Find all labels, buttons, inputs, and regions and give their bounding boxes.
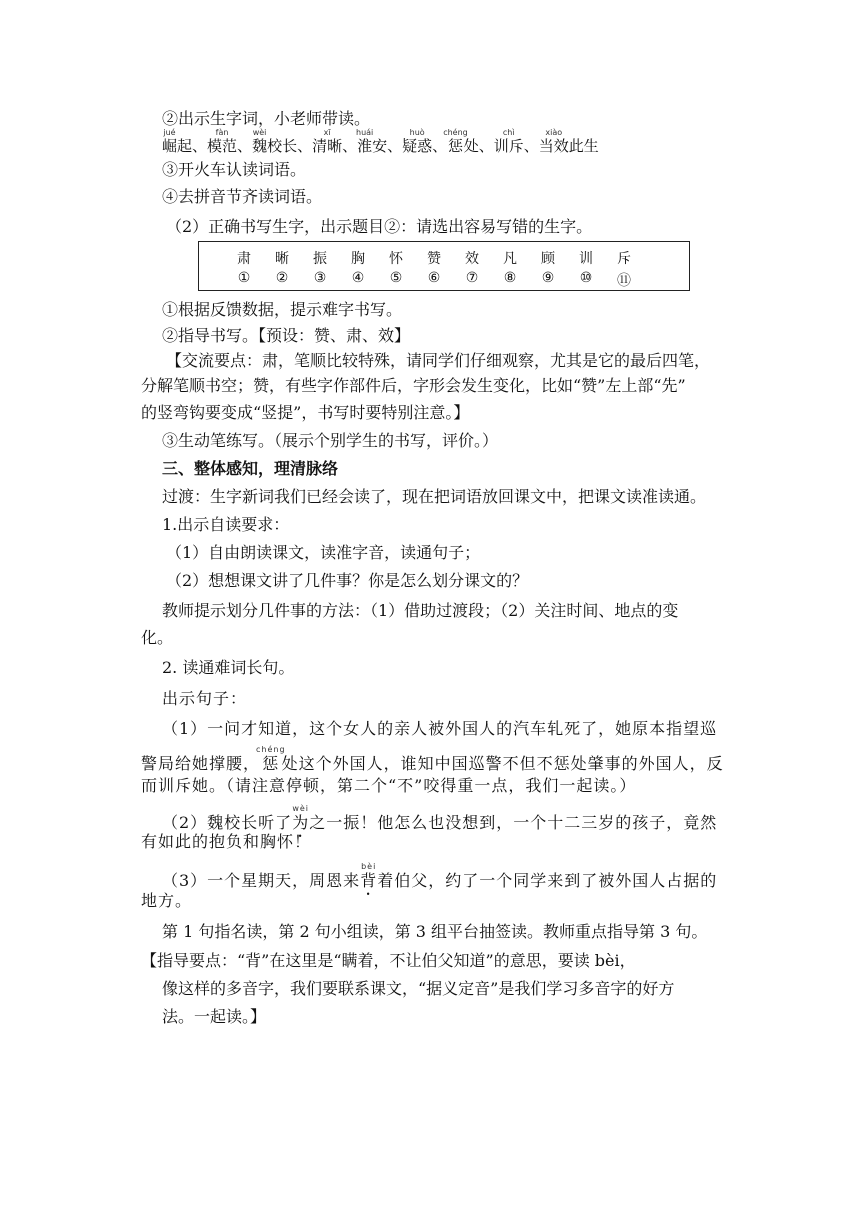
char-cell: 顾	[541, 251, 555, 267]
choice-number[interactable]: ⑪	[617, 273, 631, 289]
choice-number[interactable]: ②	[275, 270, 289, 286]
char-cell: 胸	[351, 251, 365, 267]
teacher-hint-2: 化。	[141, 628, 174, 647]
vocab-word-rest: 、	[237, 137, 253, 155]
guide-points-3: 法。一起读。】	[162, 1007, 267, 1026]
sentence-3a-pre: （3）一个星期天，周恩来	[162, 871, 361, 890]
write-task-heading: （2）正确书写生字，出示题目②：请选出容易写错的生字。	[166, 217, 593, 236]
requirement-2: （2）想想课文讲了几件事？你是怎么划分课文的？	[166, 571, 529, 590]
step-train-read: ③开火车认读词语。	[162, 160, 307, 179]
guide-points-1: 【指导要点：“背”在这里是“瞒着，不让伯父知道”的意思，要读 bèi，	[141, 951, 636, 970]
char-cell: 晰	[275, 251, 289, 267]
sentence-1b-pre: 警局给她撑腰，	[141, 754, 261, 773]
vocab-word-rest: 、	[432, 137, 448, 155]
section-heading: 三、整体感知，理清脉络	[162, 459, 339, 478]
sentence-1c: 而训斥她。（请注意停顿，第二个“不”咬得重一点，我们一起读。）	[141, 776, 637, 795]
feedback-step: ①根据反馈数据，提示难字书写。	[162, 300, 403, 319]
vocab-word-rest: 起、	[177, 137, 208, 155]
choice-number[interactable]: ③	[313, 270, 327, 286]
self-read-heading: 1.出示自读要求：	[162, 515, 290, 534]
choice-number[interactable]: ⑨	[541, 270, 555, 286]
sentence-2a-pre: （2）魏校长听了	[162, 813, 293, 832]
vocab-word-rest: 、	[523, 137, 539, 155]
char-cell: 赞	[427, 251, 441, 267]
exchange-points-3: 的竖弯钩要变成“竖提”，书写时要特别注意。】	[141, 403, 470, 422]
vocab-word-rest: 处、	[463, 137, 494, 155]
char-cell: 凡	[503, 251, 517, 267]
char-cell: 效	[465, 251, 479, 267]
ruby-wei: 为wèi	[292, 804, 310, 832]
vocab-line	[162, 128, 599, 156]
exchange-points-1: 【交流要点：肃，笔顺比较特殊，请同学们仔细观察，尤其是它的最后四笔，	[166, 351, 711, 370]
sentence-3a-post: 着伯父，约了一个同学来到了被外国人占据的	[377, 871, 718, 890]
char-cell: 振	[313, 251, 327, 267]
reading-method: 第 1 句指名读，第 2 句小组读，第 3 组平台抽签读。教师重点指导第 3 句。	[162, 922, 708, 941]
choice-number[interactable]: ⑦	[465, 270, 479, 286]
step-show-words: ②出示生字词，小老师带读。	[162, 109, 371, 128]
sentence-1b	[141, 745, 724, 775]
sentence-3b: 地方。	[141, 891, 193, 910]
vocab-word: 训斥chì	[493, 128, 524, 155]
vocab-word-rest: 、	[342, 137, 358, 155]
sentence-2a-post: 之一振！他怎么也没想到，一个十二三岁的孩子，竟然	[309, 813, 718, 832]
sentence-1b-post: 处这个外国人，谁知中国巡警不但不惩处肇事的外国人，反	[281, 754, 724, 773]
char-row	[199, 248, 715, 268]
read-hard-heading: 2. 读通难词长句。	[162, 658, 295, 677]
sentence-2b: 有如此的抱负和胸怀！	[141, 832, 312, 851]
char-cell: 斥	[617, 251, 631, 267]
guide-writing: ②指导书写。【预设：赞、肃、效】	[162, 326, 411, 345]
show-sentences: 出示句子：	[162, 689, 248, 708]
choice-number[interactable]: ⑥	[427, 270, 441, 286]
choice-number[interactable]: ⑤	[389, 270, 403, 286]
vocab-word-rest: 此生	[568, 137, 599, 155]
sentence-1a: （1）一问才知道，这个女人的亲人被外国人的汽车轧死了，她原本指望巡	[162, 719, 718, 738]
choice-number[interactable]: ①	[237, 270, 251, 286]
vocab-word: 当效xiào	[538, 128, 569, 155]
char-cell: 怀	[389, 251, 403, 267]
vocab-word: 惩chéng	[443, 128, 468, 155]
char-cell: 训	[579, 251, 593, 267]
char-cell: 肃	[237, 251, 251, 267]
choice-number[interactable]: ⑧	[503, 270, 517, 286]
choice-number[interactable]: ④	[351, 270, 365, 286]
choice-number[interactable]: ⑩	[579, 270, 593, 286]
requirement-1: （1）自由朗读课文，读准字音，读通句子；	[166, 543, 481, 562]
guide-points-2: 像这样的多音字，我们要联系课文，“据义定音”是我们学习多音字的好方	[162, 979, 675, 998]
vocab-word: 魏wèi	[252, 128, 268, 155]
vocab-word-rest: 安、	[372, 137, 403, 155]
teacher-hint-1: 教师提示划分几件事的方法：（1）借助过渡段；（2）关注时间、地点的变	[162, 601, 679, 620]
vocab-word-rest: 校长、	[267, 137, 313, 155]
ruby-bei: 背bèi	[360, 862, 378, 890]
vocab-word: 模范fàn	[207, 128, 238, 155]
sentence-3a	[162, 862, 717, 899]
transition-text: 过渡：生字新词我们已经会读了，现在把词语放回课文中，把课文读准读通。	[162, 487, 707, 506]
ruby-cheng: 惩chéng	[256, 745, 286, 773]
vocab-word: 疑惑huò	[402, 128, 433, 155]
char-choice-table	[198, 241, 690, 291]
vocab-word: 崛jué	[162, 128, 178, 155]
vocab-word: 清晰xī	[312, 128, 343, 155]
num-row	[199, 270, 715, 290]
practice-step: ③生动笔练写。（展示个别学生的书写，评价。）	[162, 431, 499, 450]
vocab-word: 淮huái	[356, 128, 374, 155]
exchange-points-2: 分解笔顺书空；赞，有些字作部件后，字形会发生变化，比如“赞”左上部“先”	[141, 376, 686, 395]
step-no-pinyin: ④去拼音节齐读词语。	[162, 187, 323, 206]
